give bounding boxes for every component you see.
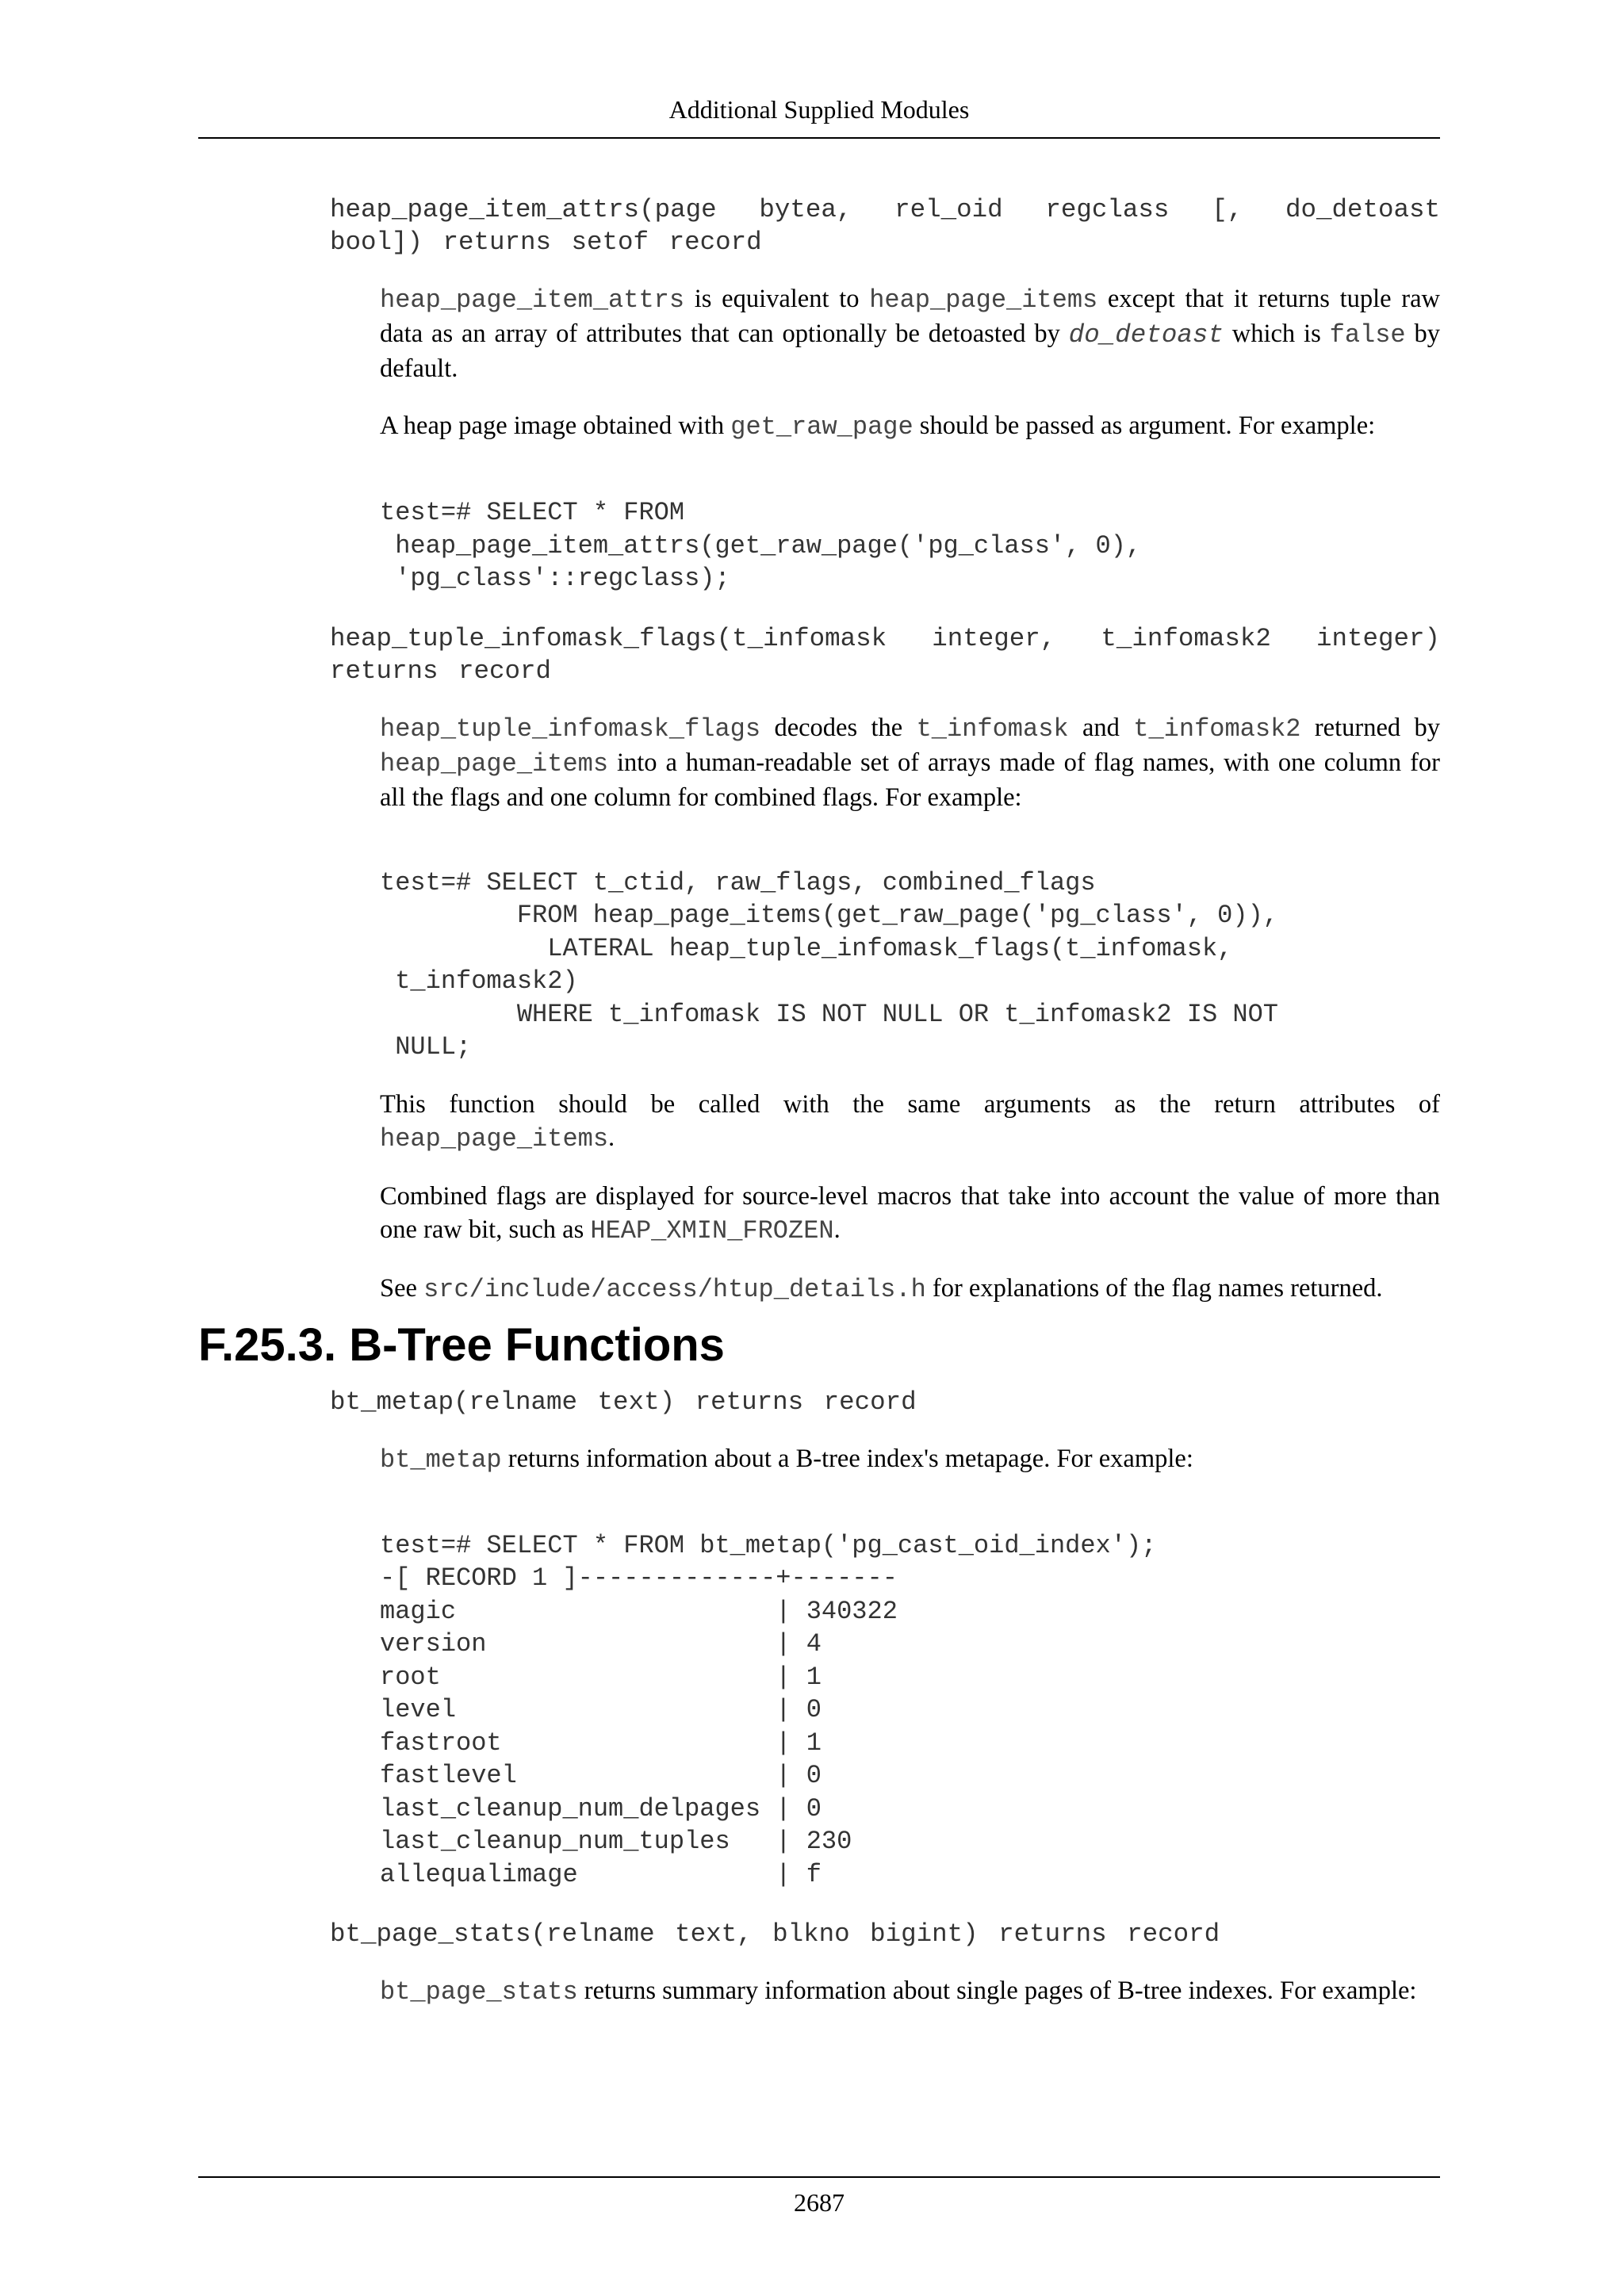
paragraph-flags-description: heap_tuple_infomask_flags decodes the t_infomask and t_infomask2 returned by heap_page_items into a human-readable set of arrays made of flag names, with one column for all the flags and one column for combined flags. For example: — [380, 713, 1440, 812]
inline-code: t_infomask2 — [1133, 714, 1301, 744]
running-header: Additional Supplied Modules — [668, 95, 970, 124]
inline-code: heap_tuple_infomask_flags — [380, 714, 761, 744]
inline-code: t_infomask — [916, 714, 1069, 744]
page-number: 2687 — [794, 2188, 845, 2217]
code-example-flags: test=# SELECT t_ctid, raw_flags, combined_flags FROM heap_page_items(get_raw_page('pg_class', 0)), LATERAL heap_tuple_infomask_flags(t_infomask, t_infomask2) WHERE t_infomask IS NOT NULL OR t_infomask2 IS NOT NULL; — [380, 867, 1278, 1062]
function-signature-bt-metap: bt_metap(relname text) returns record — [330, 1387, 917, 1417]
inline-code: bt_page_stats — [380, 1977, 578, 2007]
code-example-attrs: test=# SELECT * FROM heap_page_item_attrs(get_raw_page('pg_class', 0), 'pg_class'::regclass); — [380, 498, 1142, 593]
paragraph-attrs-usage: A heap page image obtained with get_raw_page should be passed as argument. For example: — [380, 411, 1376, 442]
paragraph-attrs-description: heap_page_item_attrs is equivalent to heap_page_items except that it returns tuple raw data as an array of attributes that can optionally be detoasted by do_detoast which is false by default. — [380, 285, 1441, 383]
function-signature-heap-tuple-infomask-flags: heap_tuple_infomask_flags(t_infomask integer, t_infomask2 integer) returns record — [330, 623, 1440, 686]
function-signature-bt-page-stats: bt_page_stats(relname text, blkno bigint) returns record — [330, 1919, 1220, 1949]
header-rule — [198, 137, 1440, 139]
inline-code: heap_page_items — [869, 285, 1098, 315]
paragraph-flags-combined: Combined flags are displayed for source-level macros that take into account the value of more than one raw bit, such as HEAP_XMIN_FROZEN. — [380, 1181, 1440, 1246]
inline-code: heap_page_items — [380, 748, 609, 779]
inline-code: get_raw_page — [730, 412, 914, 442]
inline-code: HEAP_XMIN_FROZEN — [590, 1215, 834, 1246]
inline-code: false — [1329, 320, 1406, 350]
inline-code: heap_page_item_attrs — [380, 285, 685, 315]
paragraph-flags-see-also: See src/include/access/htup_details.h for explanations of the flag names returned. — [380, 1273, 1383, 1304]
section-heading: F.25.3. B-Tree Functions — [198, 1318, 725, 1371]
inline-code: bt_metap — [380, 1445, 502, 1475]
inline-code: heap_page_items — [380, 1123, 609, 1154]
code-example-metap: test=# SELECT * FROM bt_metap('pg_cast_oid_index'); -[ RECORD 1 ]-------------+------- magic | 340322 version | 4 root | 1 level | 0 fastroot | 1 fastlevel | 0 last_cleanup_num_delpages | 0 last_cleanup_num_tuples | 230 allequalimage | f — [380, 1530, 1157, 1889]
function-signature-heap-page-item-attrs: heap_page_item_attrs(page bytea, rel_oid regclass [, do_detoast bool]) returns setof record — [330, 195, 1440, 257]
inline-code: src/include/access/htup_details.h — [423, 1274, 926, 1304]
paragraph-flags-arguments: This function should be called with the same arguments as the return attributes of heap_page_items. — [380, 1089, 1440, 1154]
footer-rule — [198, 2176, 1440, 2178]
paragraph-stats-description: bt_page_stats returns summary information about single pages of B-tree indexes. For example: — [380, 1976, 1417, 2007]
page-content — [198, 193, 1440, 2009]
parameter-name: do_detoast — [1068, 320, 1224, 350]
paragraph-metap-description: bt_metap returns information about a B-tree index's metapage. For example: — [380, 1444, 1193, 1475]
